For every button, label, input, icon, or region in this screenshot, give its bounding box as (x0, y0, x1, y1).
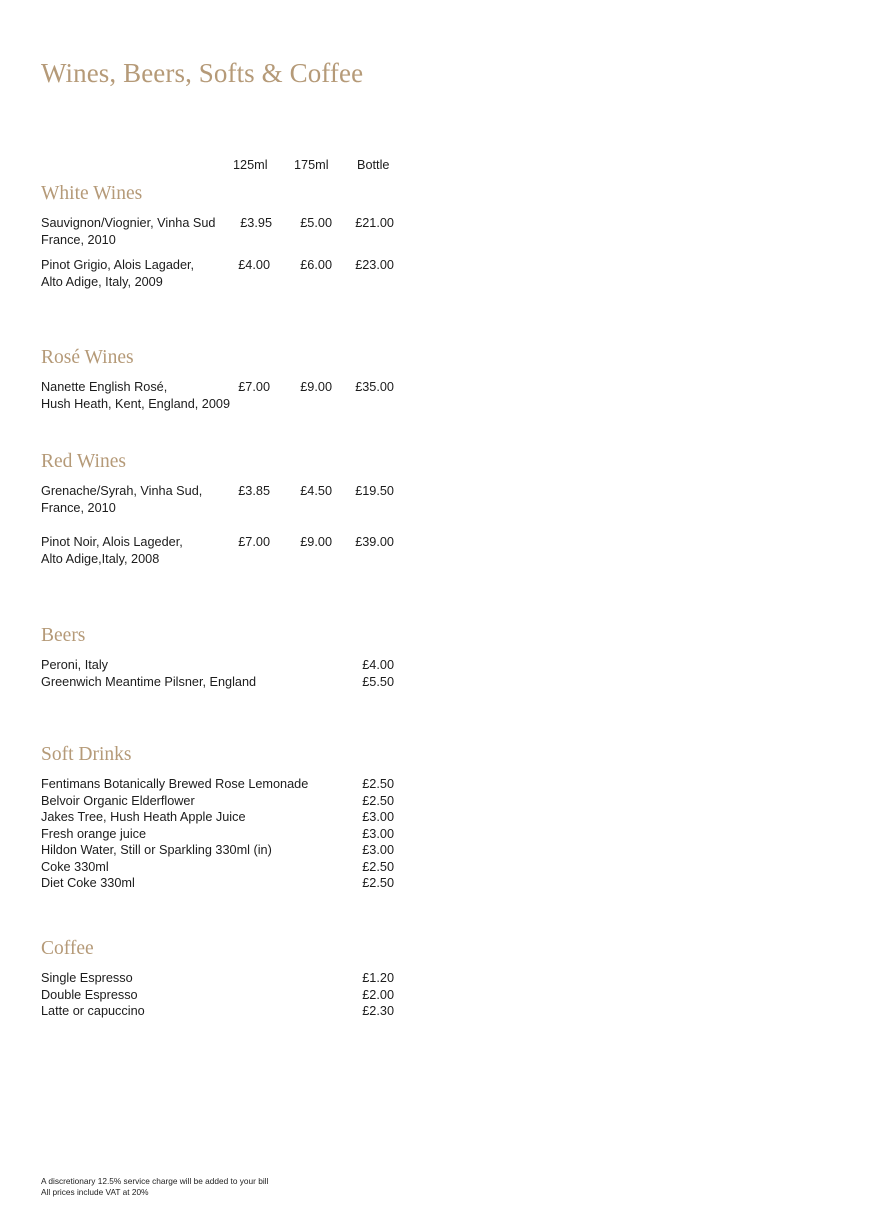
price-bottle: £19.50 (355, 484, 394, 498)
item-name: Jakes Tree, Hush Heath Apple Juice (41, 810, 246, 824)
price-125ml: £7.00 (238, 535, 270, 549)
item-name: Pinot Grigio, Alois Lagader, (41, 258, 195, 272)
item-origin: Hush Heath, Kent, England, 2009 (41, 397, 231, 411)
price-bottle: £39.00 (355, 535, 394, 549)
price-125ml: £4.00 (238, 258, 270, 272)
item-price: £2.50 (362, 876, 394, 890)
item-name: Diet Coke 330ml (41, 876, 135, 890)
item-name: Coke 330ml (41, 860, 109, 874)
item-name: Grenache/Syrah, Vinha Sud, (41, 484, 203, 498)
item-name: Fentimans Botanically Brewed Rose Lemonade (41, 777, 309, 791)
section-heading-red-wines: Red Wines (41, 451, 126, 472)
item-name: Belvoir Organic Elderflower (41, 794, 195, 808)
item-price: £1.20 (362, 971, 394, 985)
price-175ml: £9.00 (300, 380, 332, 394)
price-175ml: £9.00 (300, 535, 332, 549)
item-name: Peroni, Italy (41, 658, 108, 672)
price-125ml: £7.00 (238, 380, 270, 394)
section-heading-beers: Beers (41, 625, 86, 646)
price-bottle: £21.00 (355, 216, 394, 230)
section-heading-rose-wines: Rosé Wines (41, 347, 134, 368)
item-name: Single Espresso (41, 971, 133, 985)
item-price: £3.00 (362, 810, 394, 824)
column-header-bottle: Bottle (357, 158, 390, 172)
vat-note: All prices include VAT at 20% (41, 1187, 149, 1197)
item-price: £3.00 (362, 827, 394, 841)
column-header-125ml: 125ml (233, 158, 268, 172)
item-price: £2.50 (362, 794, 394, 808)
item-name: Greenwich Meantime Pilsner, England (41, 675, 257, 689)
column-header-175ml: 175ml (294, 158, 329, 172)
section-heading-soft-drinks: Soft Drinks (41, 744, 132, 765)
price-125ml: £3.95 (240, 216, 272, 230)
item-price: £3.00 (362, 843, 394, 857)
price-175ml: £5.00 (300, 216, 332, 230)
price-175ml: £6.00 (300, 258, 332, 272)
item-origin: Alto Adige,Italy, 2008 (41, 552, 160, 566)
price-bottle: £35.00 (355, 380, 394, 394)
item-name: Double Espresso (41, 988, 138, 1002)
item-price: £2.00 (362, 988, 394, 1002)
item-origin: France, 2010 (41, 233, 116, 247)
page-title: Wines, Beers, Softs & Coffee (41, 58, 364, 88)
item-price: £2.30 (362, 1004, 394, 1018)
item-price: £4.00 (362, 658, 394, 672)
price-125ml: £3.85 (238, 484, 270, 498)
item-name: Nanette English Rosé, (41, 380, 168, 394)
item-origin: Alto Adige, Italy, 2009 (41, 275, 163, 289)
price-175ml: £4.50 (300, 484, 332, 498)
item-price: £5.50 (362, 675, 394, 689)
item-price: £2.50 (362, 777, 394, 791)
item-price: £2.50 (362, 860, 394, 874)
item-name: Sauvignon/Viognier, Vinha Sud (41, 216, 216, 230)
section-heading-coffee: Coffee (41, 938, 94, 959)
item-name: Fresh orange juice (41, 827, 147, 841)
item-name: Latte or capuccino (41, 1004, 145, 1018)
service-charge-note: A discretionary 12.5% service charge will be added to your bill (41, 1176, 269, 1186)
item-name: Hildon Water, Still or Sparkling 330ml (in) (41, 843, 272, 857)
section-heading-white-wines: White Wines (41, 183, 143, 204)
item-origin: France, 2010 (41, 501, 116, 515)
item-name: Pinot Noir, Alois Lageder, (41, 535, 183, 549)
price-bottle: £23.00 (355, 258, 394, 272)
